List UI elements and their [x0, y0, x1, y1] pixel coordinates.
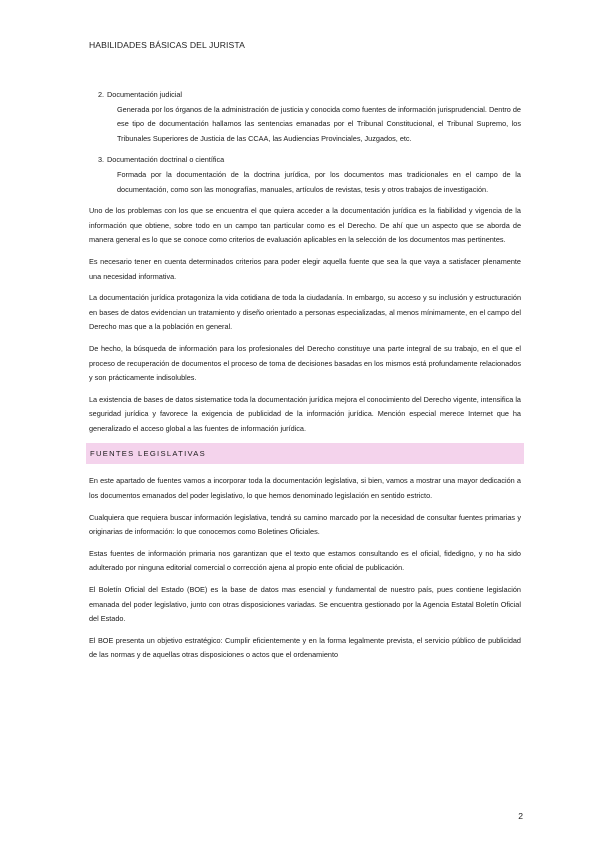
list-item-doctrinal — [98, 153, 521, 197]
list-item-title: Documentación doctrinal o científica — [107, 155, 225, 165]
paragraph: En este apartado de fuentes vamos a incorporar toda la documentación legislativa, si bien, vamos a mostrar una mayor dedicación a los documentos emanados del poder legislativo, lo que hemos denominado legislación en sentido estricto. — [89, 476, 521, 501]
section-heading-fuentes-legislativas: FUENTES LEGISLATIVAS — [86, 443, 524, 464]
paragraph: La existencia de bases de datos sistematice toda la documentación jurídica mejora el conocimiento del Derecho vigente, intensifica la seguridad jurídica y favorece la exigencia de publicidad de la información jurídica. Mención especial merece Internet que ha generalizado el acceso global a las fuentes de información jurídica. — [89, 394, 521, 433]
paragraph: El BOE presenta un objetivo estratégico: Cumplir eficientemente y en la forma legalmente prevista, el servicio público de publicidad de las normas y de aquellas otras disposiciones o actos que el ordenamiento — [89, 635, 521, 660]
list-item-body: Generada por los órganos de la administración de justicia y conocida como fuentes de información jurisprudencial. Dentro de ese tipo de documentación hallamos las sentencias emanadas por el Tribunal Constitucional, el Tribunal Supremo, los Tribunales Superiores de Justicia de las CCAA, las Audiencias Provinciales, Juzgados, etc. — [117, 104, 521, 143]
list-item-body: Formada por la documentación de la doctrina jurídica, por los documentos mas tradicionales en el campo de la documentación, como son las monografías, manuales, artículos de revistas, tesis y otros trabajos de investigación. — [117, 169, 521, 194]
list-item-title: Documentación judicial — [107, 90, 183, 99]
paragraph: Uno de los problemas con los que se encuentra el que quiera acceder a la documentación jurídica es la fiabilidad y vigencia de la información que obtiene, sobre todo en un campo tan particular como es el Derecho. De ahí que un aspecto que se aborda de manera general es lo que se conoce como criterios de evaluación aplicables en la selección de los documentos mas pertinentes. — [89, 206, 521, 245]
paragraph: La documentación jurídica protagoniza la vida cotidiana de toda la ciudadanía. In embargo, su acceso y su inclusión y estructuración en bases de datos evidencian un tratamiento y diseño orientado a personas especializadas, al menos mínimamente, en el campo del Derecho mas que a la población en general. — [89, 293, 521, 332]
running-header: HABILIDADES BÁSICAS DEL JURISTA — [89, 40, 245, 50]
list-item-judicial — [98, 88, 521, 146]
page-number: 2 — [518, 811, 523, 821]
paragraph: El Boletín Oficial del Estado (BOE) es la base de datos mas esencial y fundamental de nuestro país, pues contiene legislación emanada del poder legislativo, junto con otras disposiciones variadas. Se encuentra gestionado por la Agencia Estatal Boletín Oficial del Estado. — [89, 585, 521, 624]
paragraph: Cualquiera que requiera buscar información legislativa, tendrá su camino marcado por la necesidad de consultar fuentes primarias y originarias de información: lo que conocemos como Boletines Oficiales. — [89, 512, 521, 537]
paragraph: De hecho, la búsqueda de información para los profesionales del Derecho constituye una parte integral de su trabajo, en el que el proceso de recuperación de documentos el proceso de toma de decisiones basadas en los mismos está profundamente relacionados y son prácticamente indisolubles. — [89, 343, 521, 383]
paragraph: Es necesario tener en cuenta determinados criterios para poder elegir aquella fuente que sea la que vaya a satisfacer plenamente una necesidad informativa. — [89, 256, 521, 281]
list-number: 2. — [98, 90, 105, 99]
list-number: 3. — [98, 155, 105, 165]
paragraph: Estas fuentes de información primaria nos garantizan que el texto que estamos consultando es el oficial, fidedigno, y no ha sido adulterado por ninguna editorial comercial o corrección ajena al propio ente oficial de publicación. — [89, 548, 521, 573]
document-body — [89, 88, 521, 670]
